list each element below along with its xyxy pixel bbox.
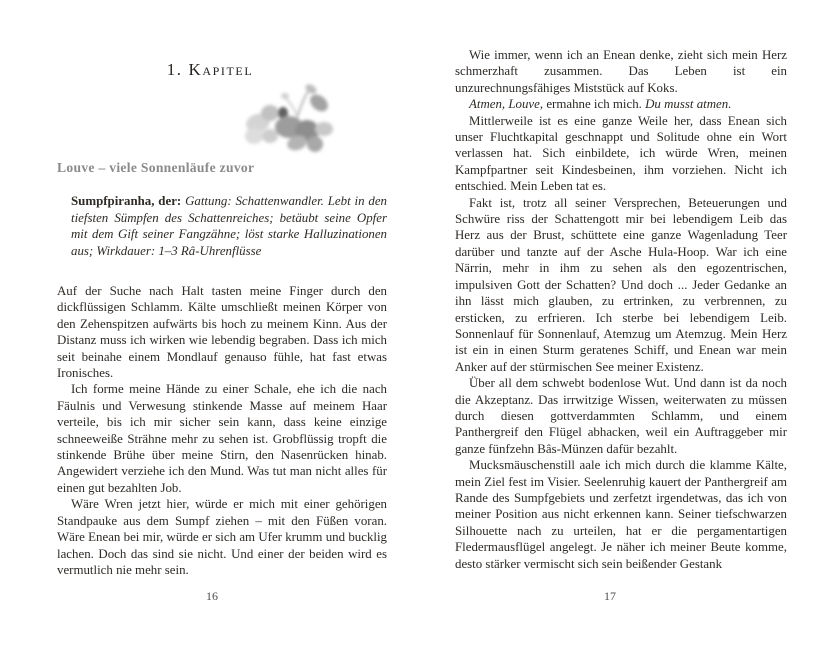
- text-run: Du musst atmen.: [645, 97, 732, 112]
- text-run: Atmen, Louve,: [469, 97, 544, 112]
- section-subtitle: Louve – viele Sonnenläufe zuvor: [57, 160, 255, 175]
- creature-definition-block: [57, 193, 387, 259]
- watercolor-flower-ornament: [240, 80, 342, 162]
- text-run: ermahne ich mich.: [543, 97, 646, 112]
- text-run: Wäre Wren jetzt hier, würde er mich mit einer gehörigen Standpauke aus dem Sumpf ziehen – mit den Füßen voran. Wäre Enean bei mir, würde er sich am Ufer krumm und bucklig lachen. Doch das sind sie nicht. Und einer der beiden wird es vermutlich nie mehr sein.: [57, 497, 387, 577]
- paragraph: [455, 113, 787, 195]
- paragraph: [57, 283, 387, 381]
- paragraph: [71, 193, 387, 259]
- paragraph: [455, 375, 787, 457]
- text-run: Auf der Suche nach Halt tasten meine Finger durch den dickflüssigen Schlamm. Kälte umschließt meinen Körper von den Zehenspitzen aufwärts bis hoch zu meinem Kinn. Aus der Distanz muss ich wirken wie lebendig begraben. Dass ich mich seit beinahe einem Mondlauf genauso fühle, hat fast etwas Ironisches.: [57, 284, 387, 381]
- left-page: [57, 60, 387, 600]
- text-run: Ich forme meine Hände zu einer Schale, ehe ich die nach Fäulnis und Verwesung stinkende Masse auf meinem Haar verteile, bis ich mir sicher sein kann, dass keine einzige schneeweiße Strähne mehr zu sehen ist. Grobflüssig tropft die stinkende Brühe über meine Stirn, den Nasenrücken hinab. Angewidert verziehe ich den Mund. Was tut man nicht alles für einen gut bezahlten Job.: [57, 382, 387, 495]
- text-run: Sumpfpiranha, der:: [71, 194, 182, 208]
- right-page-body-text: [455, 47, 787, 592]
- text-run: Mittlerweile ist es eine ganze Weile her, dass Enean sich unser Fluchtkapital geschnappt und Solitude ohne ein Wort verlassen hat. Sich einbildete, ich würde Wren, meinen Kampfpartner seit Kindesbeinen, ihm vorziehen. Nicht ich entschied. Mein Leben tat es.: [455, 113, 787, 194]
- text-run: Fakt ist, trotz all seiner Versprechen, Beteuerungen und Schwüre riss der Schattengott mir bei lebendigem Leib das Herz aus der Brust, schüttete eine ganze Wagenladung Teer darüber und tanzte auf der Asche Hula-Hoop. War ich eine Närrin, mehr in ihm zu sehen als den egozentrischen, impulsiven Gott der Schatten? Und doch ... Jeder Gedanke an ihn lässt mich glauben, zu ertrinken, zu verbrennen, zu ersticken, zu erfrieren. Ich sterbe bei lebendigem Leib. Sonnenlauf für Sonnenlauf, Atemzug um Atemzug. Mein Herz ist ein in einen Sturm geratenes Schiff, und Enean war mein Anker auf der stürmischen See meiner Existenz.: [455, 195, 787, 374]
- paragraph: [455, 457, 787, 572]
- chapter-title: 1. Kapitel: [166, 60, 254, 79]
- text-run: Gattung: Schattenwandler. Lebt in den tiefsten Sümpfen des Schattenreiches; betäubt seine Opfer mit dem Gift seiner Fangzähne; löst starke Halluzinationen aus; Wirkdauer: 1–3 Râ-Uhrenflüsse: [71, 194, 387, 258]
- left-page-body-text: [57, 283, 387, 578]
- paragraph: [57, 496, 387, 578]
- text-run: Über all dem schwebt bodenlose Wut. Und dann ist da noch die Akzeptanz. Das irrwitzige Wissen, weiterwaten zu müssen durch diesen gottverdammten Schlamm, und einem Panthergreif den Flügel abhacken, weil ein Auftraggeber mir ganze fünfzehn Bâs-Münzen dafür bezahlt.: [455, 376, 787, 456]
- page-number-left: 16: [206, 589, 218, 603]
- paragraph: [455, 47, 787, 96]
- page-number-right: 17: [604, 589, 616, 603]
- text-run: Mucksmäuschenstill aale ich mich durch die klamme Kälte, mein Ziel fest im Visier. Seelenruhig kauert der Panthergreif am Rande des Sumpfgebiets und zerfetzt irgendetwas, das ich von meiner Position aus nicht erkennen kann. Seiner tiefschwarzen Silhouette nach zu urteilen, hat er die pergamentartigen Fledermausflügel angelegt. Je näher ich meiner Beute komme, desto stärker vermischt sich sein beißender Gestank: [455, 458, 787, 571]
- paragraph: [455, 195, 787, 375]
- text-run: Wie immer, wenn ich an Enean denke, zieht sich mein Herz schmerzhaft zusammen. Das Leben ist ein unzurechnungsfähiges Miststück auf Koks.: [455, 48, 787, 95]
- paragraph: [455, 96, 787, 112]
- paragraph: [57, 381, 387, 496]
